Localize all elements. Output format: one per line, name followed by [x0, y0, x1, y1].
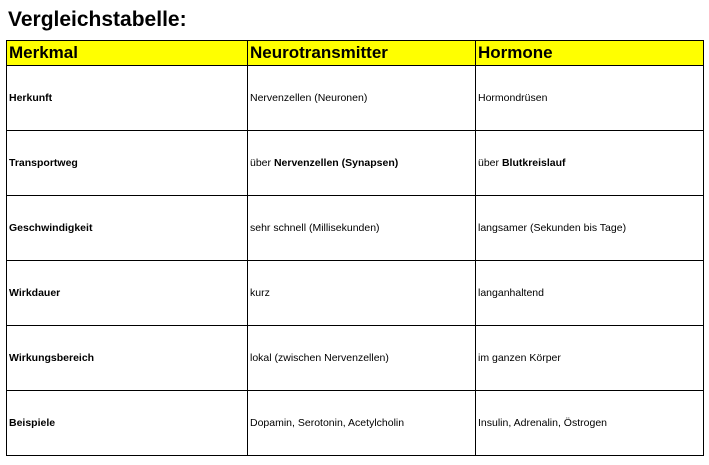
cell-text: im ganzen Körper — [478, 352, 561, 364]
cell-text: langsamer (Sekunden bis Tage) — [478, 222, 627, 234]
hormone-cell — [476, 131, 704, 196]
table-row — [7, 66, 704, 131]
table-row — [7, 326, 704, 391]
table-row — [7, 391, 704, 456]
hormone-cell — [476, 261, 704, 326]
neurotransmitter-cell — [248, 326, 476, 391]
row-feature: Wirkdauer — [7, 261, 248, 326]
table-row — [7, 196, 704, 261]
comparison-table — [6, 40, 704, 456]
cell-text: über — [478, 157, 502, 169]
hormone-cell — [476, 326, 704, 391]
cell-text: Dopamin, Serotonin, Acetylcholin — [250, 417, 405, 429]
cell-text: lokal (zwischen Nervenzellen) — [250, 352, 389, 364]
header-hormone: Hormone — [476, 41, 704, 66]
neurotransmitter-cell — [248, 261, 476, 326]
cell-text: Insulin, Adrenalin, Östrogen — [478, 417, 607, 429]
page-title: Vergleichstabelle: — [8, 8, 187, 31]
table-row — [7, 131, 704, 196]
cell-text: über — [250, 157, 274, 169]
neurotransmitter-cell — [248, 66, 476, 131]
cell-text: Hormondrüsen — [478, 92, 548, 104]
cell-text: kurz — [250, 287, 270, 299]
cell-text: Nervenzellen (Neuronen) — [250, 92, 368, 104]
cell-text: langanhaltend — [478, 287, 544, 299]
header-row — [7, 41, 704, 66]
row-feature: Herkunft — [7, 66, 248, 131]
neurotransmitter-cell — [248, 196, 476, 261]
header-merkmal: Merkmal — [7, 41, 248, 66]
table-row — [7, 261, 704, 326]
row-feature: Beispiele — [7, 391, 248, 456]
row-feature: Transportweg — [7, 131, 248, 196]
header-neurotransmitter: Neurotransmitter — [248, 41, 476, 66]
neurotransmitter-cell — [248, 131, 476, 196]
row-feature: Geschwindigkeit — [7, 196, 248, 261]
cell-text: sehr schnell (Millisekunden) — [250, 222, 380, 234]
hormone-cell — [476, 66, 704, 131]
neurotransmitter-cell — [248, 391, 476, 456]
cell-text-bold: Blutkreislauf — [501, 157, 566, 169]
table-body — [7, 66, 704, 456]
row-feature: Wirkungsbereich — [7, 326, 248, 391]
cell-text-bold: Nervenzellen (Synapsen) — [273, 157, 399, 169]
hormone-cell — [476, 391, 704, 456]
table-header — [7, 41, 704, 66]
hormone-cell — [476, 196, 704, 261]
